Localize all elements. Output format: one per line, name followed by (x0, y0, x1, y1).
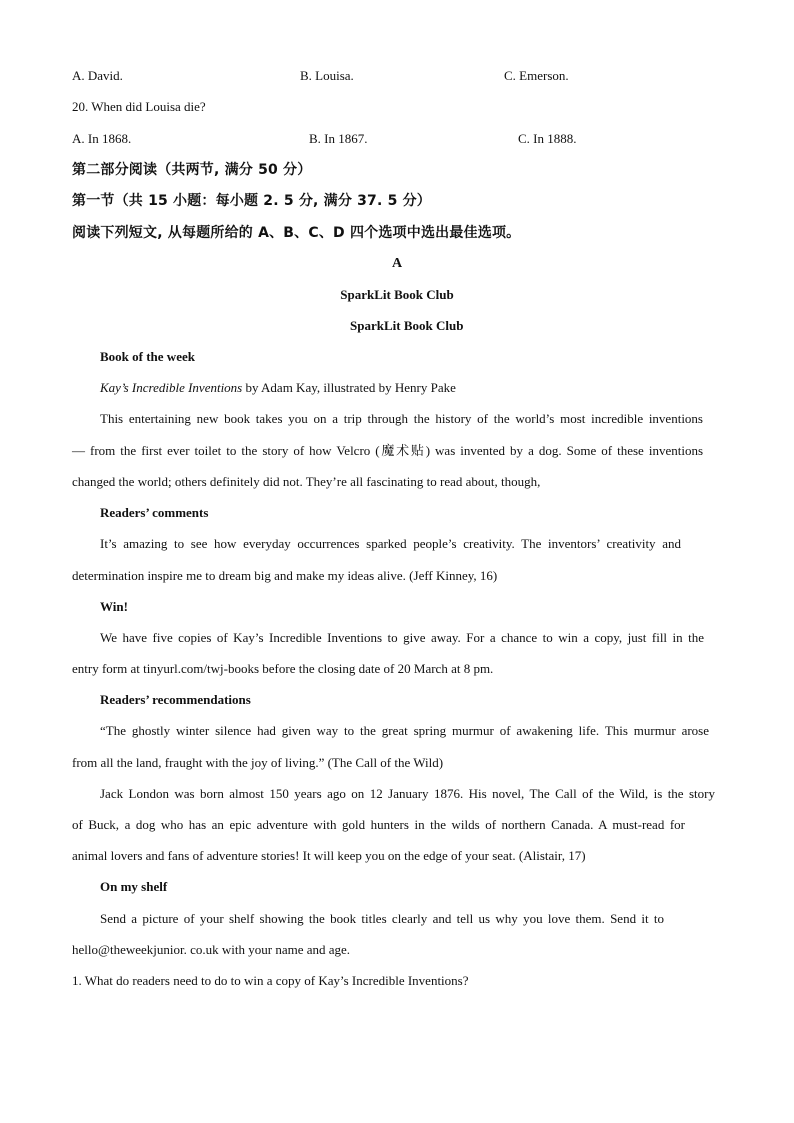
q20-option-a: A. In 1868. (72, 131, 132, 146)
q20-option-c: C. In 1888. (518, 131, 577, 146)
instruction: 阅读下列短文, 从每题所给的 A、B、C、D 四个选项中选出最佳选项。 (72, 225, 521, 241)
comments-paragraph-line: It’s amazing to see how everyday occurrences sparked people’s creativity. The inventors’ creativity and (100, 536, 681, 551)
shelf-paragraph-line: hello@theweekjunior. co.uk with your name and age. (72, 942, 351, 957)
recommendations-paragraph-line: animal lovers and fans of adventure stories! It will keep you on the edge of your seat. (Alistair, 17) (72, 848, 586, 863)
q19-option-b: B. Louisa. (300, 68, 354, 83)
comments-heading: Readers’ comments (100, 505, 209, 520)
book-heading: Book of the week (100, 349, 195, 364)
question-1: 1. What do readers need to do to win a copy of Kay’s Incredible Inventions? (72, 973, 469, 988)
book-paragraph-line: — from the first ever toilet to the story of how Velcro (魔术贴) was invented by a dog. Some of these inventions (72, 443, 703, 458)
book-paragraph-line: This entertaining new book takes you on a trip through the history of the world’s most incredible inventions (100, 411, 703, 426)
book-byline: by Adam Kay, illustrated by Henry Pake (242, 380, 456, 395)
book-title: Kay’s Incredible Inventions (100, 380, 243, 395)
q19-option-a: A. David. (72, 68, 123, 83)
shelf-heading: On my shelf (100, 879, 168, 894)
book-paragraph-line: changed the world; others definitely did not. They’re all fascinating to read about, though, (72, 474, 541, 489)
recommendations-paragraph-line: Jack London was born almost 150 years ago on 12 January 1876. His novel, The Call of the Wild, is the story (100, 786, 715, 801)
win-paragraph-line: We have five copies of Kay’s Incredible Inventions to give away. For a chance to win a copy, just fill in the (100, 630, 704, 645)
passage-letter: A (391, 256, 403, 271)
recommendations-paragraph-line: from all the land, fraught with the joy of living.” (The Call of the Wild) (72, 755, 444, 770)
recommendations-heading: Readers’ recommendations (100, 692, 251, 707)
book-citation (100, 380, 456, 396)
q19-option-c: C. Emerson. (504, 68, 569, 83)
part-title: 第二部分阅读（共两节, 满分 50 分） (72, 162, 312, 178)
win-paragraph-line: entry form at tinyurl.com/twj-books before the closing date of 20 March at 8 pm. (72, 661, 494, 676)
recommendations-paragraph-line: of Buck, a dog who has an epic adventure with gold hunters in the wilds of northern Canada. A must-read for (72, 817, 685, 832)
comments-paragraph-line: determination inspire me to dream big and make my ideas alive. (Jeff Kinney, 16) (72, 568, 498, 583)
win-heading: Win! (100, 599, 128, 614)
sub-title: 第一节（共 15 小题：每小题 2. 5 分, 满分 37. 5 分） (72, 193, 432, 209)
passage-title-repeat: SparkLit Book Club (350, 318, 464, 333)
passage-title: SparkLit Book Club (340, 287, 454, 302)
recommendations-paragraph-line: “The ghostly winter silence had given way to the great spring murmur of awakening life. This murmur arose (100, 723, 709, 738)
shelf-paragraph-line: Send a picture of your shelf showing the book titles clearly and tell us why you love them. Send it to (100, 911, 664, 926)
q20-question: 20. When did Louisa die? (72, 99, 206, 114)
q20-option-b: B. In 1867. (309, 131, 368, 146)
